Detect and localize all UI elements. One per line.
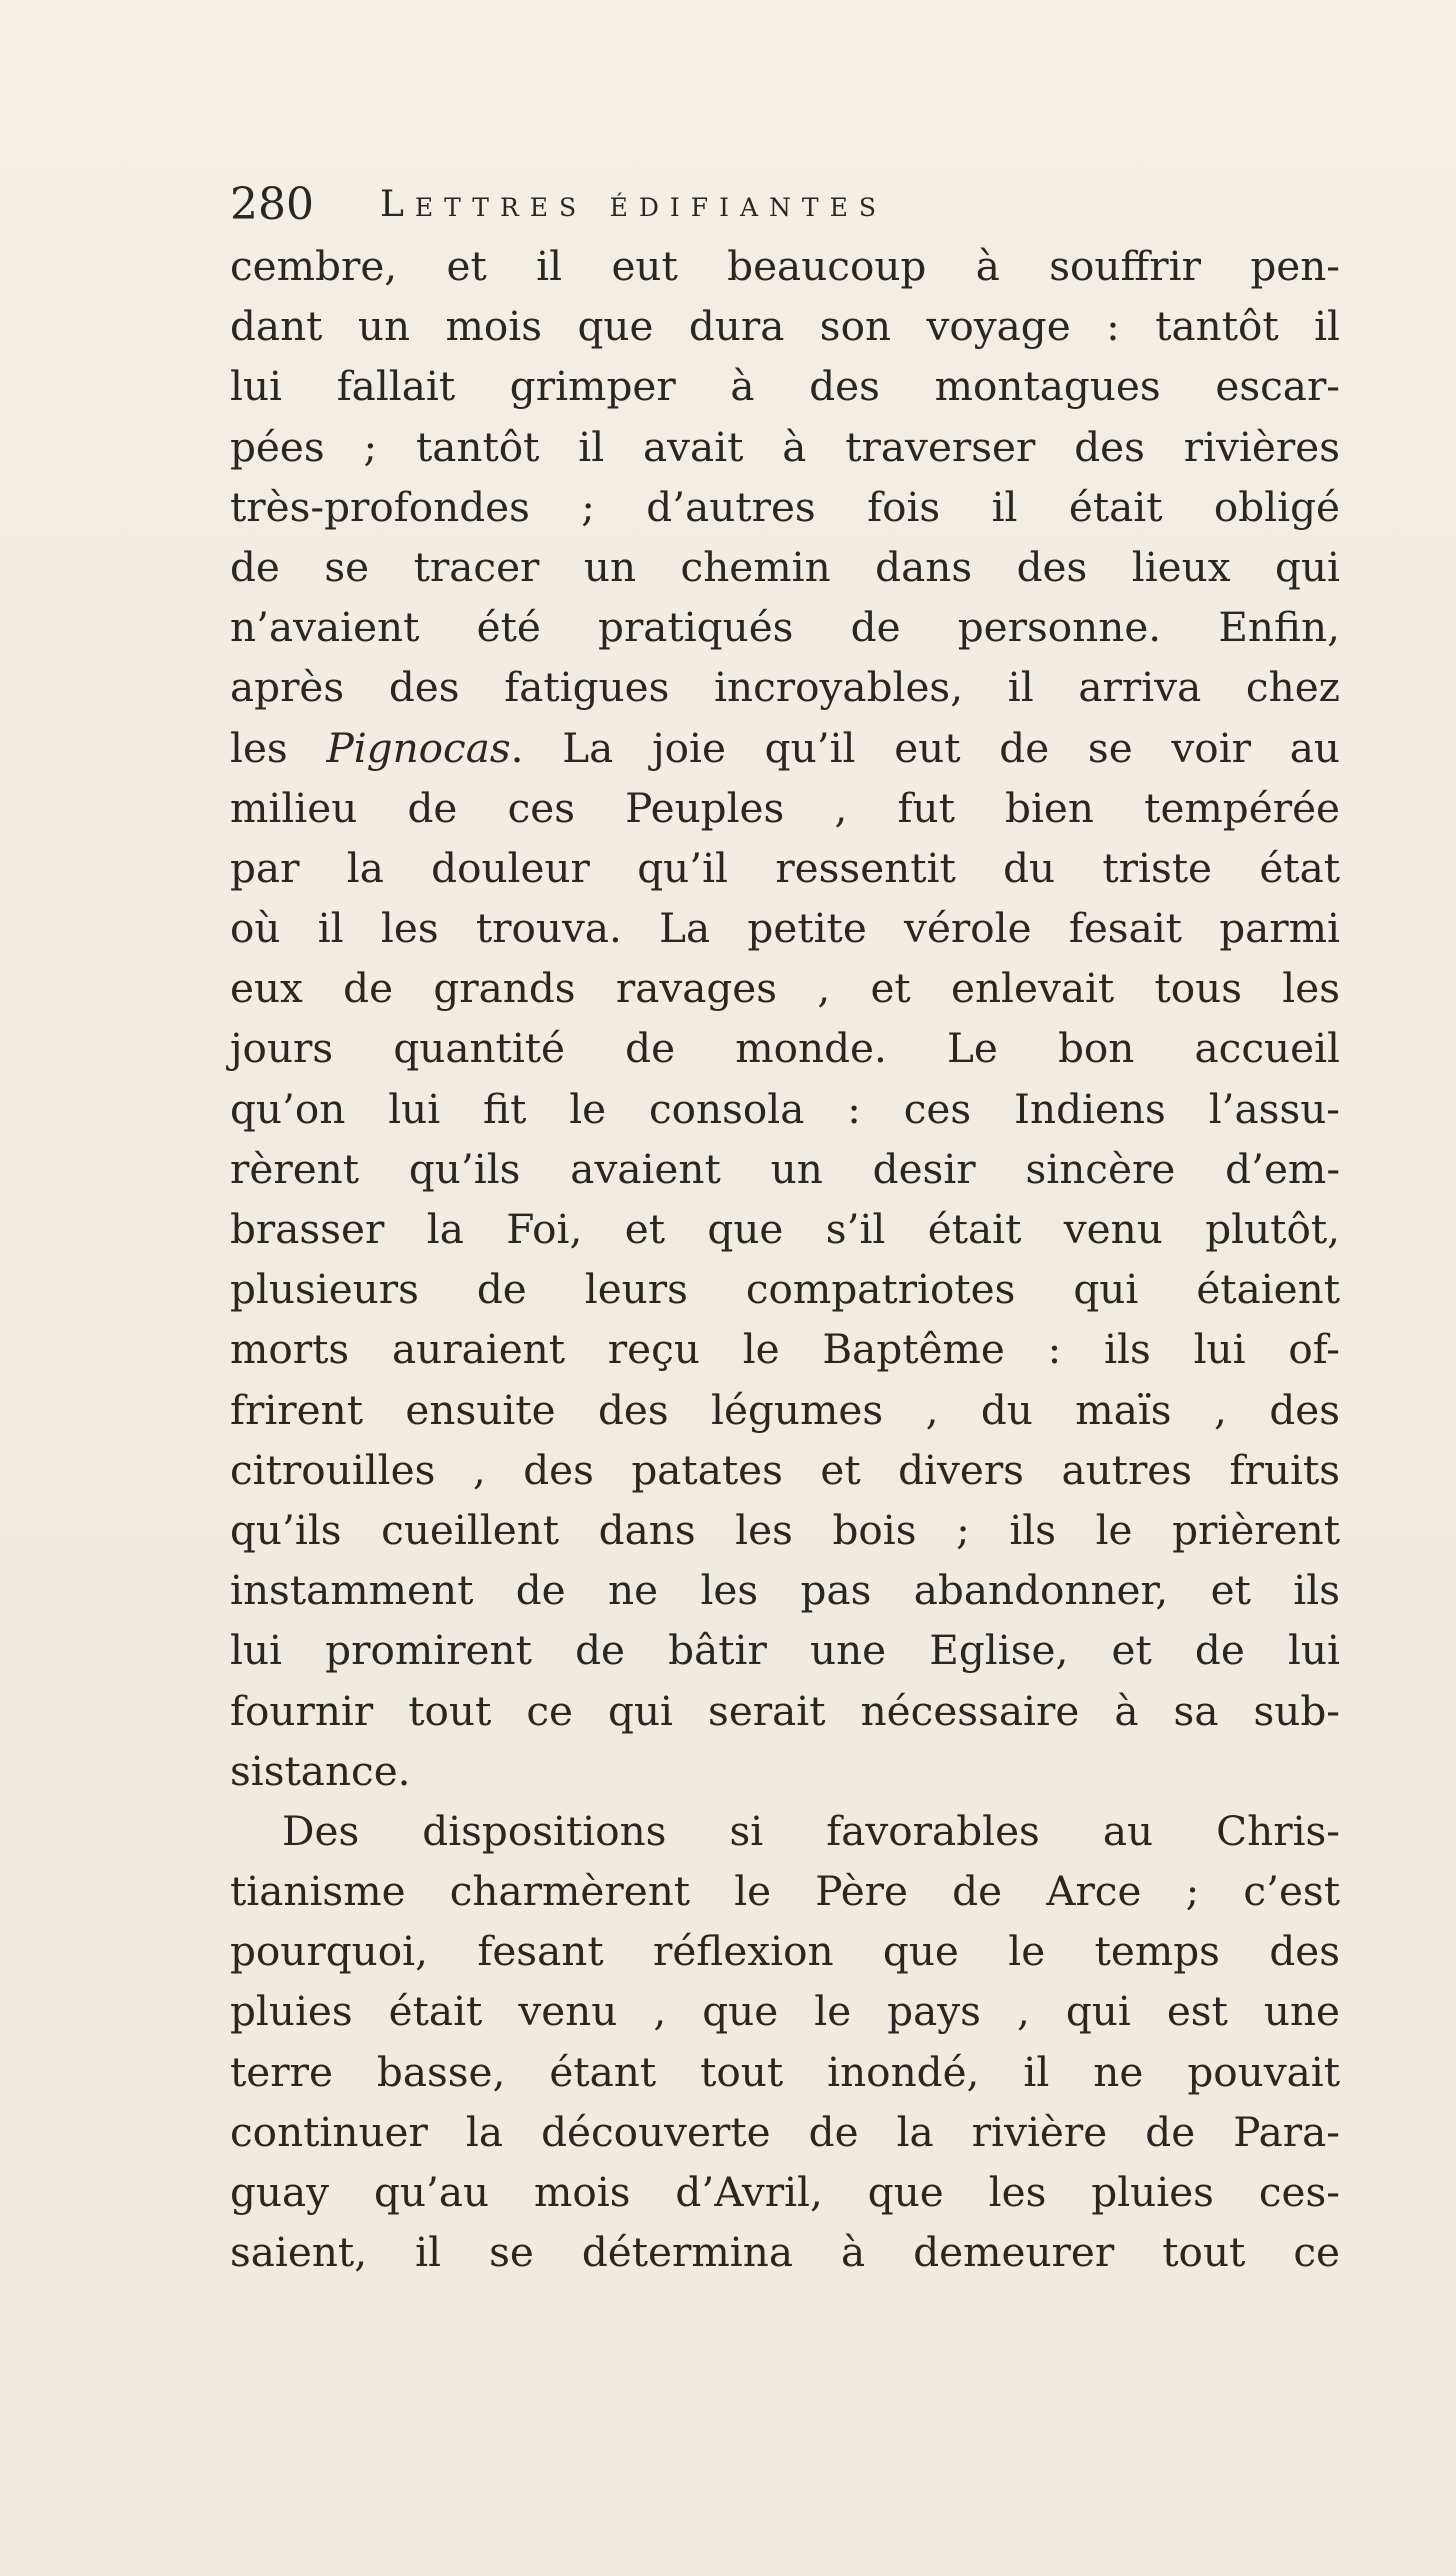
text-line: plusieurs de leurs compatriotes qui étaient — [230, 1265, 1340, 1314]
page-number: 280 — [230, 179, 314, 230]
text-line: pourquoi, fesant réflexion que le temps des — [230, 1927, 1340, 1976]
text-line: continuer la découverte de la rivière de Para- — [230, 2107, 1340, 2156]
text-line: rèrent qu’ils avaient un desir sincère d’em- — [230, 1144, 1340, 1193]
text-line: lui fallait grimper à des montagues escar- — [230, 362, 1340, 411]
text-line: n’avaient été pratiqués de personne. Enfin, — [230, 603, 1340, 652]
paragraph-2 — [230, 1801, 1340, 2283]
italic-term: Pignocas — [326, 723, 511, 772]
text-line: qu’ils cueillent dans les bois ; ils le prièrent — [230, 1505, 1340, 1554]
text-line: pluies était venu , que le pays , qui est une — [230, 1987, 1340, 2036]
text-line: guay qu’au mois d’Avril, que les pluies ces- — [230, 2168, 1340, 2216]
text-line: où il les trouva. La petite vérole fesait parmi — [230, 904, 1340, 953]
text-line: jours quantité de monde. Le bon accueil — [230, 1024, 1340, 1073]
paragraph-1 — [230, 236, 1340, 1801]
running-header — [230, 175, 1230, 235]
text-line: saient, il se détermina à demeurer tout ce — [230, 2228, 1340, 2277]
text-line: milieu de ces Peuples , fut bien tempérée — [230, 783, 1340, 832]
text-line: Des dispositions si favorables au Chris- — [282, 1806, 1340, 1855]
text-line: pées ; tantôt il avait à traverser des rivières — [230, 422, 1340, 471]
text-line: brasser la Foi, et que s’il était venu plutôt, — [230, 1205, 1340, 1253]
text-line: terre basse, étant tout inondé, il ne pouvait — [230, 2047, 1340, 2096]
text-segment: . La joie qu’il eut de se voir au — [510, 723, 1340, 772]
text-line: très-profondes ; d’autres fois il était obligé — [230, 482, 1340, 531]
text-line: instamment de ne les pas abandonner, et ils — [230, 1566, 1340, 1615]
body-text — [230, 236, 1340, 2282]
text-line: qu’on lui fit le consola : ces Indiens l’assu- — [230, 1084, 1340, 1133]
text-line: frirent ensuite des légumes , du maïs , des — [230, 1385, 1340, 1434]
text-line: sistance. — [230, 1746, 411, 1795]
text-line: de se tracer un chemin dans des lieux qui — [230, 542, 1340, 591]
running-title: Lettres édifiantes — [380, 184, 887, 225]
text-line: morts auraient reçu le Baptême : ils lui of- — [230, 1325, 1340, 1374]
text-line — [230, 718, 1340, 778]
text-line: par la douleur qu’il ressentit du triste état — [230, 843, 1340, 892]
text-line: fournir tout ce qui serait nécessaire à sa sub- — [230, 1686, 1340, 1735]
text-line: eux de grands ravages , et enlevait tous les — [230, 964, 1340, 1013]
text-line: cembre, et il eut beaucoup à souffrir pen- — [230, 242, 1340, 290]
text-line: dant un mois que dura son voyage : tantôt il — [230, 302, 1340, 351]
text-segment: les — [230, 723, 327, 772]
text-line: lui promirent de bâtir une Eglise, et de lui — [230, 1626, 1340, 1675]
text-line: après des fatigues incroyables, il arriva chez — [230, 663, 1340, 712]
text-line: tianisme charmèrent le Père de Arce ; c’est — [230, 1867, 1340, 1916]
text-line: citrouilles , des patates et divers autres fruits — [230, 1445, 1340, 1494]
